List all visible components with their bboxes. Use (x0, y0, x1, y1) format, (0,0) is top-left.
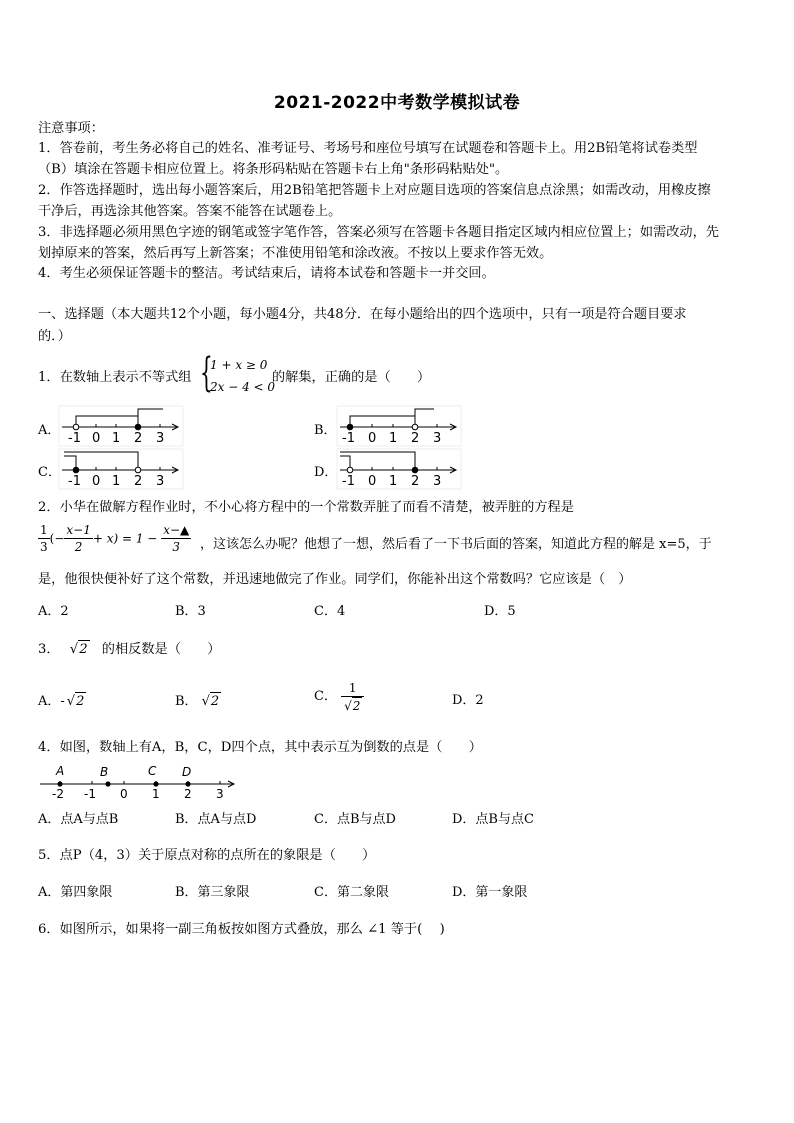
solution-bracket (76, 416, 138, 427)
point-label: B (100, 765, 109, 779)
q2-option-a: A．2 (38, 604, 69, 619)
q4-option-a: A．点A与点B (38, 812, 119, 827)
point-b (105, 781, 110, 786)
q1-option-c-label: C． (38, 465, 61, 480)
fraction (38, 522, 50, 555)
equation-text: (− (49, 531, 65, 546)
q2-stem-cont: ，这该怎么办呢？他想了一想，然后看了一下书后面的答案，知道此方程的解是 x=5，于 (200, 537, 712, 552)
q5-stem: 5．点P（4，3）关于原点对称的点所在的象限是（ ） (38, 848, 376, 863)
q2-option-c: C．4 (314, 604, 346, 619)
figure-frame (337, 406, 461, 446)
q1-inequality-2: 2x − 4 < 0 (210, 380, 276, 394)
solution-bracket (350, 416, 415, 427)
notice-line: 1．答卷前，考生务必将自己的姓名、准考证号、考场号和座位号填写在试题卷和答题卡上。用2B铅笔将试卷类型 (38, 141, 698, 156)
point-d (185, 781, 190, 786)
notice-line: 4．考生必须保证答题卡的整洁。考试结束后，请将本试卷和答题卡一并交回。 (38, 266, 495, 281)
sqrt-radical: √ 2 (75, 692, 87, 711)
tick-label: 1 (112, 474, 121, 489)
tick-label: 3 (433, 474, 442, 489)
q2-equation (38, 522, 191, 555)
q1-suffix: 的解集，正确的是（ ） (272, 370, 431, 385)
q1-option-b-numberline (336, 405, 462, 447)
figure-frame (337, 449, 461, 489)
fraction-denominator: 2 (74, 540, 83, 554)
q3-option-c (314, 680, 364, 714)
q1-option-d-label: D． (314, 465, 338, 480)
notice-heading: 注意事项： (38, 121, 104, 136)
open-point (135, 467, 141, 473)
tick-label: -1 (68, 431, 81, 446)
q3-option-d: D．2 (452, 693, 484, 708)
q1-option-a-label: A． (38, 423, 61, 438)
closed-point (347, 424, 353, 430)
notice-line: 划掉原来的答案，然后再写上新答案；不准使用铅笔和涂改液。不按以上要求作答无效。 (38, 246, 553, 261)
fraction-numerator: x−▲ (163, 523, 190, 537)
brace-symbol: { (200, 350, 213, 396)
q5-option-c: C．第二象限 (314, 885, 389, 900)
tick-label: 2 (184, 787, 192, 801)
q2-option-b: B．3 (175, 604, 206, 619)
q3-prefix: 3． (38, 642, 60, 657)
point-label: A (56, 764, 65, 778)
solution-bracket (138, 409, 163, 427)
tick-label: 1 (152, 787, 160, 801)
tick-label: 2 (134, 474, 143, 489)
tick-label: 2 (411, 474, 420, 489)
q4-stem: 4．如图，数轴上有A，B，C，D四个点，其中表示互为倒数的点是（ ） (38, 740, 482, 755)
q1-option-d-numberline (336, 448, 462, 490)
fraction-numerator: 1 (40, 523, 48, 537)
tick-label: 0 (368, 431, 377, 446)
closed-point (73, 467, 79, 473)
q4-option-b: B．点A与点D (175, 812, 257, 827)
q1-option-a-numberline (58, 405, 184, 447)
section-heading-cont: 的．） (38, 329, 71, 344)
sqrt-radical: √ 2 (352, 697, 362, 714)
tick-label: -1 (342, 431, 355, 446)
point-c (153, 781, 158, 786)
equation-text: + x) = 1 − (92, 531, 158, 546)
tick-label: -1 (342, 474, 355, 489)
q1-option-c-numberline (58, 448, 184, 490)
q1-prefix: 1．在数轴上表示不等式组 (38, 370, 192, 385)
open-point (412, 424, 418, 430)
tick-label: 0 (368, 474, 377, 489)
tick-label: -1 (84, 787, 96, 801)
tick-label: 2 (411, 431, 420, 446)
q2-option-d: D．5 (484, 604, 516, 619)
tick-label: 1 (389, 474, 398, 489)
tick-label: 1 (389, 431, 398, 446)
open-point (73, 424, 79, 430)
q3-option-a (38, 692, 86, 711)
tick-label: 3 (216, 787, 224, 801)
notice-line: 干净后，再选涂其他答案。答案不能答在试题卷上。 (38, 204, 342, 219)
point-label: C (148, 764, 157, 778)
open-point (347, 467, 353, 473)
tick-label: 0 (120, 787, 128, 801)
q5-option-a: A．第四象限 (38, 885, 113, 900)
fraction (341, 680, 364, 714)
fraction-denominator (341, 697, 364, 714)
q6-stem: 6．如图所示，如果将一副三角板按如图方式叠放，那么 ∠1 等于( ) (38, 922, 445, 937)
sqrt-radical: √ 2 (210, 692, 222, 711)
q5-option-b: B．第三象限 (175, 885, 250, 900)
q2-stem-cont: 是，他很快便补好了这个常数，并迅速地做完了作业。同学们，你能补出这个常数吗？它应该是（ ） (38, 572, 632, 587)
point-a (57, 781, 62, 786)
q2-stem: 2．小华在做解方程作业时，不小心将方程中的一个常数弄脏了而看不清楚，被弄脏的方程是 (38, 500, 574, 515)
tick-label: -1 (68, 474, 81, 489)
q3-option-b (175, 692, 221, 711)
fraction-denominator: 3 (172, 540, 181, 554)
point-label: D (182, 765, 192, 779)
q5-option-d: D．第一象限 (452, 885, 528, 900)
tick-label: 3 (433, 431, 442, 446)
sqrt-radical: √ 2 (78, 640, 90, 659)
q1-option-b-label: B． (314, 423, 337, 438)
tick-label: 2 (134, 431, 143, 446)
tick-label: 1 (112, 431, 121, 446)
notice-line: 3．非选择题必须用黑色字迹的钢笔或签字笔作答，答案必须写在答题卡各题目指定区域内相应位置上；如需改动，先 (38, 225, 719, 240)
fraction (64, 522, 92, 555)
notice-line: 2．作答选择题时，选出每小题答案后，用2B铅笔把答题卡上对应题目选项的答案信息点涂黑；如需改动，用橡皮擦 (38, 183, 711, 198)
option-label: C． (314, 689, 337, 704)
q3-stem (38, 640, 220, 659)
option-label: B． (175, 694, 198, 709)
closed-point (412, 467, 418, 473)
option-label: A．- (38, 694, 65, 709)
fraction-denominator: 3 (40, 540, 48, 554)
q3-suffix: 的相反数是（ ） (101, 642, 221, 657)
q4-numberline (38, 763, 240, 801)
fraction-numerator: 1 (341, 680, 364, 697)
tick-label: 3 (156, 474, 165, 489)
tick-label: -2 (52, 787, 64, 801)
page-title: 2021-2022中考数学模拟试卷 (273, 93, 521, 113)
tick-label: 0 (92, 431, 101, 446)
tick-label: 3 (156, 431, 165, 446)
q4-option-c: C．点B与点D (314, 812, 396, 827)
q1-inequality-1: 1 + x ≥ 0 (210, 358, 268, 372)
solution-bracket (415, 409, 434, 427)
section-heading: 一、选择题（本大题共12个小题，每小题4分，共48分．在每小题给出的四个选项中，只有一项是符合题目要求 (38, 307, 687, 322)
closed-point (135, 424, 141, 430)
q4-option-d: D．点B与点C (452, 812, 534, 827)
fraction-numerator: x−1 (66, 523, 91, 537)
tick-label: 0 (92, 474, 101, 489)
notice-line: （B）填涂在答题卡相应位置上。将条形码粘贴在答题卡右上角"条形码粘贴处"。 (38, 162, 509, 177)
fraction (161, 522, 191, 555)
